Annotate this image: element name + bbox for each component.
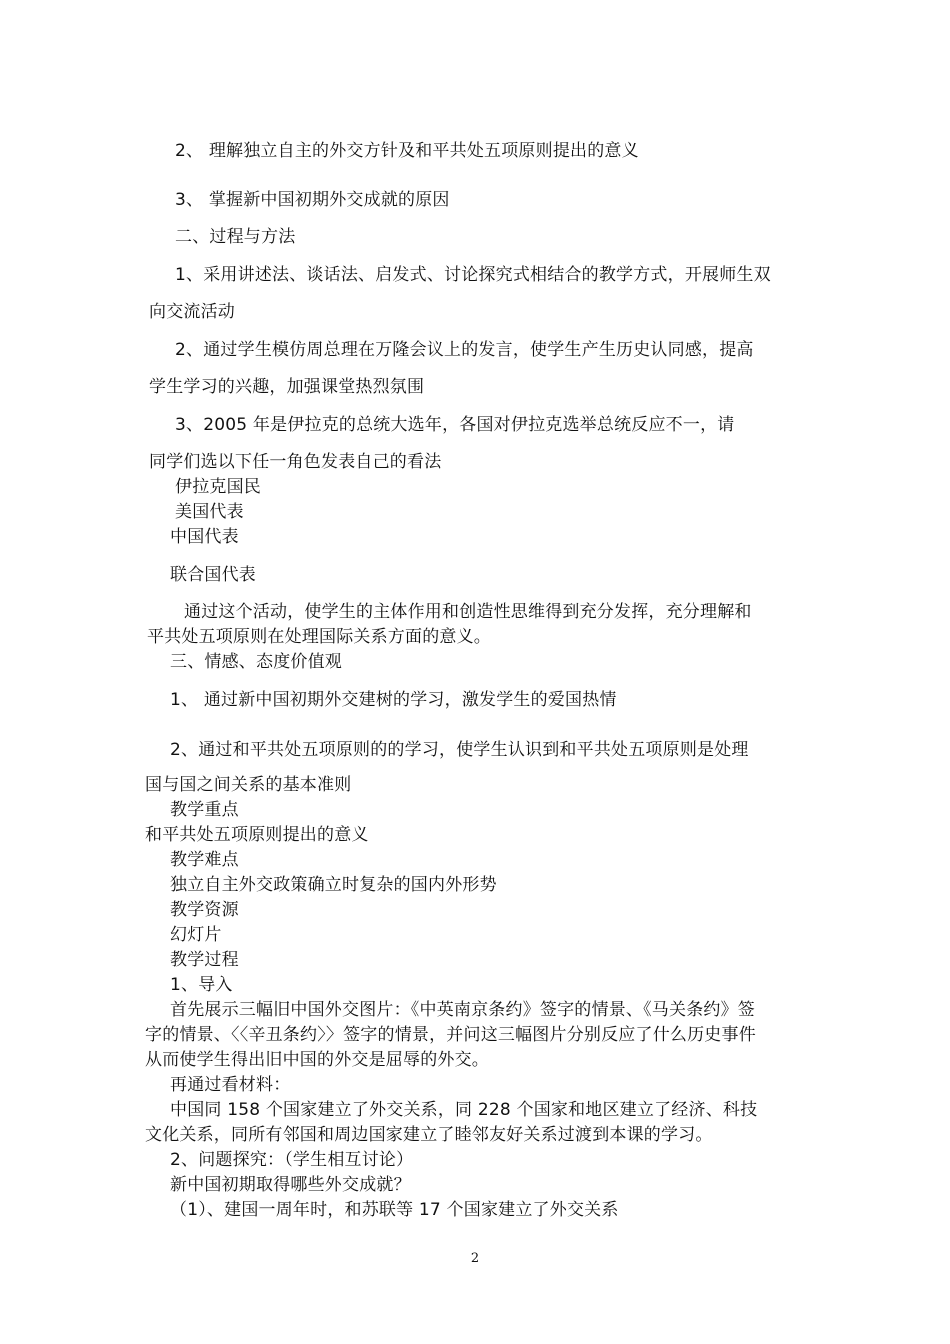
text-line: 2、 理解独立自主的外交方针及和平共处五项原则提出的意义 bbox=[175, 141, 639, 161]
role-item: 伊拉克国民 bbox=[175, 477, 261, 497]
text-line: 从而使学生得出旧中国的外交是屈辱的外交。 bbox=[145, 1050, 489, 1070]
text-line: 通过这个活动，使学生的主体作用和创造性思维得到充分发挥，充分理解和 bbox=[184, 602, 752, 622]
section-heading: 教学过程 bbox=[170, 950, 239, 970]
text-line: （1）、建国一周年时，和苏联等 17 个国家建立了外交关系 bbox=[170, 1200, 619, 1220]
section-heading: 二、过程与方法 bbox=[175, 227, 296, 247]
text-line: 同学们选以下任一角色发表自己的看法 bbox=[149, 452, 442, 472]
section-heading: 教学难点 bbox=[170, 850, 239, 870]
text-line: 新中国初期取得哪些外交成就？ bbox=[170, 1175, 411, 1195]
text-line: 国与国之间关系的基本准则 bbox=[145, 775, 352, 795]
text-line: 向交流活动 bbox=[149, 302, 235, 322]
text-line: 中国同 158 个国家建立了外交关系，同 228 个国家和地区建立了经济、科技 bbox=[170, 1100, 758, 1120]
text-line: 2、问题探究：（学生相互讨论） bbox=[170, 1150, 414, 1170]
text-line: 和平共处五项原则提出的意义 bbox=[145, 825, 369, 845]
text-line: 1、采用讲述法、谈话法、启发式、讨论探究式相结合的教学方式，开展师生双 bbox=[175, 265, 771, 285]
text-line: 学生学习的兴趣，加强课堂热烈氛围 bbox=[149, 377, 425, 397]
section-heading: 教学资源 bbox=[170, 900, 239, 920]
text-line: 1、导入 bbox=[170, 975, 233, 995]
role-item: 中国代表 bbox=[170, 527, 239, 547]
section-heading: 三、情感、态度价值观 bbox=[170, 652, 342, 672]
text-line: 3、 掌握新中国初期外交成就的原因 bbox=[175, 190, 450, 210]
role-item: 联合国代表 bbox=[170, 565, 256, 585]
text-line: 幻灯片 bbox=[170, 925, 222, 945]
text-line: 2、通过学生模仿周总理在万隆会议上的发言，使学生产生历史认同感，提高 bbox=[175, 340, 754, 360]
text-line: 1、 通过新中国初期外交建树的学习，激发学生的爱国热情 bbox=[170, 690, 617, 710]
text-line: 3、2005 年是伊拉克的总统大选年，各国对伊拉克选举总统反应不一，请 bbox=[175, 415, 735, 435]
page-number: 2 bbox=[470, 1251, 480, 1266]
text-line: 文化关系，同所有邻国和周边国家建立了睦邻友好关系过渡到本课的学习。 bbox=[145, 1125, 713, 1145]
text-line: 平共处五项原则在处理国际关系方面的意义。 bbox=[147, 627, 491, 647]
section-heading: 教学重点 bbox=[170, 800, 239, 820]
text-line: 独立自主外交政策确立时复杂的国内外形势 bbox=[170, 875, 497, 895]
text-line: 字的情景、〈〈辛丑条约〉〉签字的情景，并问这三幅图片分别反应了什么历史事件 bbox=[145, 1025, 756, 1045]
role-item: 美国代表 bbox=[175, 502, 244, 522]
text-line: 再通过看材料： bbox=[170, 1075, 291, 1095]
text-line: 2、通过和平共处五项原则的的学习，使学生认识到和平共处五项原则是处理 bbox=[170, 740, 749, 760]
text-line: 首先展示三幅旧中国外交图片：《中英南京条约》签字的情景、《马关条约》签 bbox=[170, 1000, 755, 1020]
